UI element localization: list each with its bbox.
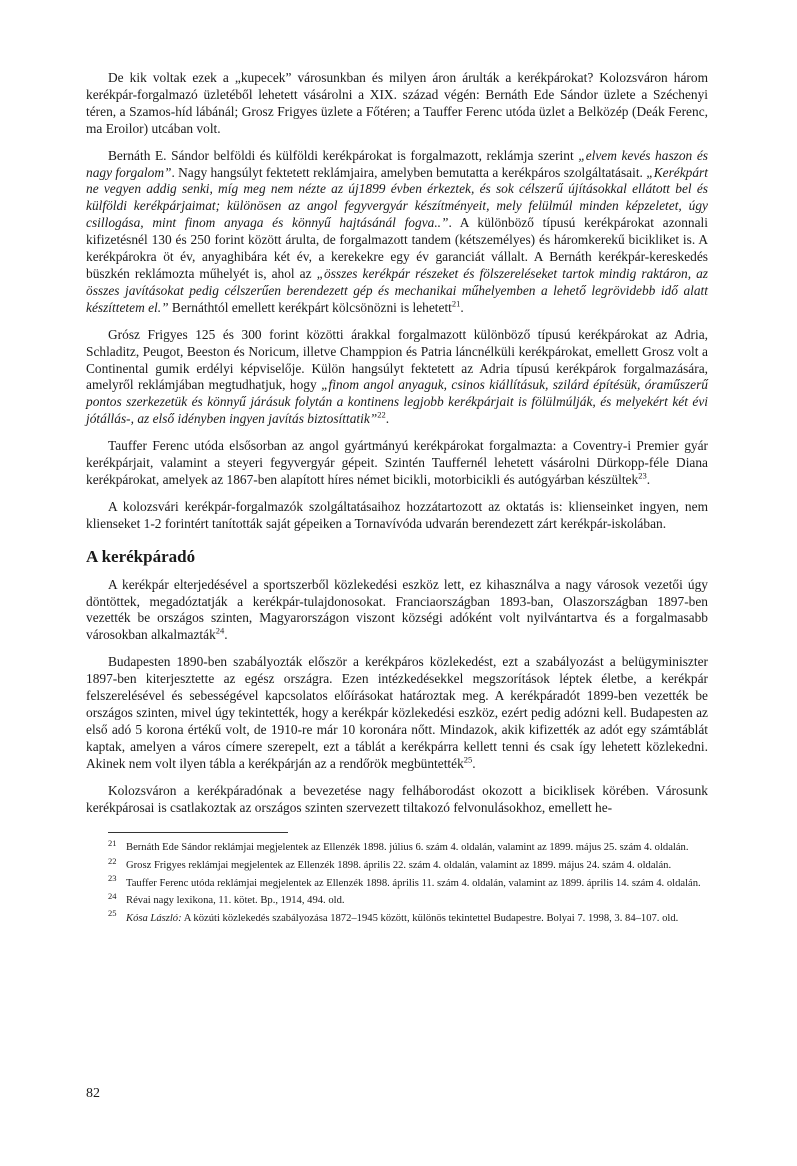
text-run: Budapesten 1890-ben szabályozták először a kerékpáros közlekedést, ezt a szabályozást a belügyminiszter 1897-ben kiterjesztette az egész országra. Ezen intézkedésekkel megszorítások léptek életbe, a kerékpár felszerelésével és sebességével kapcsolatos előírásokat határoztak meg. A kerékpáradót 1899-ben vezették be országos szinten, mivel úgy tekintették, hogy a kerékpár közlekedési eszköz, ezért pedig adózni kell. Budapesten az első adó 5 korona értékű volt, de 1910-re már 10 koronára nőtt. Mindazok, akik kifizették az adót egy számtáblát kaptak, amelyen a város címere szerepelt, ezt a táblát a kerékpárra kellett tenni és csak így lehetett közlekedni. Akinek nem volt ilyen tábla a kerékpárján az a rendőrök megbüntették [86,654,708,771]
paragraph [86,148,708,317]
paragraph [86,783,708,817]
footnotes [108,837,708,925]
paragraph [86,327,708,428]
footnote: 24 Révai nagy lexikona, 11. kötet. Bp., 1914, 494. old. [108,890,345,907]
text-run: . [460,299,464,315]
text-run: . [224,627,228,643]
text-run: Bernáth E. Sándor belföldi és külföldi kerékpárokat is forgalmazott, reklámja szerint [108,147,579,163]
text-run: De kik voltak ezek a „kupecek” városunkban és milyen áron árulták a kerékpárokat? Kolozsváron három kerékpár-forgalmazó üzletéből lehetett vásárolni a XIX. század végén: Bernáth Ede Sándor üzlete a Széchenyi téren, a Szamos-híd lábánál; Grosz Frigyes üzlete a Főtéren; a Tauffer Ferenc utóda üzlet a Belközép (Deák Ferenc, ma Eroilor) utcában volt. [86,70,708,136]
italic-quote: „finom angol anyaguk, csinos kiállításuk, szilárd építésük, óraműszerű pontos szerkezetük és könnyű járásuk folytán a kontinens legjobb kerékpárjait is fölülmúlják, és melyekért két évi jótállás-, az első idényben ingyen javítás biztosíttatik” [86,377,708,427]
document-page [86,70,708,929]
footnote: 23 Tauffer Ferenc utóda reklámjai megjelentek az Ellenzék 1898. április 11. szám 4. oldalán, valamint az 1899. április 14. szám 4. oldalán. [108,873,701,889]
text-run: Bernáthtól emellett kerékpárt kölcsönözni is lehetett [168,299,452,315]
text-run: Tauffer Ferenc utóda elsősorban az angol gyártmányú kerékpárokat forgalmazta: a Coventry-i Premier gyár kerékpárjait, valamint a steyeri fegyvergyár gépeit. Szintén Tauffernél lehetett vásárolni Dürkopp-féle Diana kerékpárokat, amelyek az 1867-ben alapított híres német bicikli, motorbicikli és autógyárban készültek [86,438,708,487]
paragraph [86,438,708,489]
footnote-ref: 25 [463,754,473,765]
footnote-ref: 23 [638,470,647,481]
text-run: . [472,755,476,771]
text-run: Kolozsváron a kerékpáradónak a bevezetése nagy felháborodást okozott a biciklisek körében. Városunk kerékpárosai is csatlakoztak az országos szinten szervezett tiltakozó felvonulásokhoz, emellett he- [86,782,708,815]
text-run: A kolozsvári kerékpár-forgalmazók szolgáltatásaihoz hozzátartozott az oktatás is: klienseinket ingyen, nem klienseket 1-2 forintért tanították saját gépeiken a Tornavívóda udvarán berendezett zárt kerékpár-iskolában. [86,498,708,531]
footnote: 21 Bernáth Ede Sándor reklámjai megjelentek az Ellenzék 1898. július 6. szám 4. oldalán, valamint az 1899. május 25. szám 4. oldalán. [108,837,689,854]
footnote-ref: 22 [377,409,386,420]
text-run: A kerékpár elterjedésével a sportszerből közlekedési eszköz lett, ez kihasználva a nagy városok vezetői úgy döntöttek, megadóztatják a kerékpár-tulajdonosokat. Franciaországban 1893-ban, Olaszországban 1897-ben vezették be országos szinten, Magyarországon viszont községi adóként volt nyilvántartva és a forgalmasabb városokban alkalmazták [86,576,708,643]
italic-quote: „Kerékpárt ne vegyen addig senki, míg meg nem nézte az új1899 évben érkeztek, és sok célszerű újításokkal ellátott bel és külföldi kerékpárjaimat; különösen az angol fegyvergyár készítményeit, mely felülmúl minden képzeletet, úgy csillogása, mint finom anyaga és könnyű hajtásánál fogva..” [86,164,708,231]
text-run: Révai nagy lexikona, 11. kötet. Bp., 1914, 494. old. [126,895,345,907]
paragraph [86,70,708,138]
body-text-bottom [86,577,708,817]
footnote-ref: 21 [451,298,461,309]
footnote-separator [108,832,288,833]
body-text-top [86,70,708,533]
text-run: Bernáth Ede Sándor reklámjai megjelentek az Ellenzék 1898. július 6. szám 4. oldalán, valamint az 1899. május 25. szám 4. oldalán. [126,842,689,854]
page-number: 82 [86,1086,100,1101]
section-heading: A kerékpáradó [86,546,196,566]
text-run: Grósz Frigyes 125 és 300 forint közötti árakkal forgalmazott különböző típusú kerékpárokat az Adria, Schladitz, Peugot, Beeston és Noricum, illetve Champpion és Patria láncnélküli kerékpárokat, emellett Grosz volt a Continental gumik erdélyi képviselője. Külön hangsúlyt fektetett az Adria típusú kerékpárok forgalmazására, amelyről reklámjában megtudhatjuk, hogy [86,326,708,393]
paragraph [86,499,708,533]
italic-quote: „összes kerékpár részeket és fölszereléseket tartok mindig raktáron, az összes javításokat pedig célszerűen berendezett gép és mechanikai műhelyemben a lehető legrövidebb idő alatt készíttetem el.” [86,265,708,315]
footnote-ref: 24 [215,625,225,636]
footnote: 25 Kósa László: A közúti közlekedés szabályozása 1872–1945 között, különös tekintettel Budapestre. Bolyai 7. 1998, 3. 84–107. old. [108,908,679,924]
text-run: . A különböző típusú kerékpárokat azonnali kifizetésnél 130 és 250 forint között árulta, de forgalmazott tandem (kétszemélyes) és háromkerekű bicikliket is. A kerékpárokra öt év, anyaghibára két év, a kerekekre egy év garanciát vállalt. A Bernáth kerékpár-kereskedés büszkén reklámozta műhelyét is, ahol az [86,215,708,281]
italic-quote: „elvem kevés haszon és nagy forgalom” [86,147,708,180]
text-run: . [646,471,651,487]
text-run: A közúti közlekedés szabályozása 1872–1945 között, különös tekintettel Budapestre. Bolyai 7. 1998, 3. 84–107. old. [181,912,679,924]
paragraph [86,577,708,645]
italic-quote: Kósa László: [126,912,182,924]
text-run: Tauffer Ferenc utóda reklámjai megjelentek az Ellenzék 1898. április 11. szám 4. oldalán, valamint az 1899. április 14. szám 4. oldalán. [126,877,701,889]
footnote: 22 Grosz Frigyes reklámjai megjelentek az Ellenzék 1898. április 22. szám 4. oldalán, valamint az 1899. május 24. szám 4. oldalán. [108,855,672,872]
text-run: . [385,411,390,427]
paragraph [86,654,708,772]
text-run: . Nagy hangsúlyt fektetett reklámjaira, amelyben bemutatta a kerékpáros szolgáltatásait. [171,164,647,180]
text-run: Grosz Frigyes reklámjai megjelentek az Ellenzék 1898. április 22. szám 4. oldalán, valamint az 1899. május 24. szám 4. oldalán. [126,860,672,872]
